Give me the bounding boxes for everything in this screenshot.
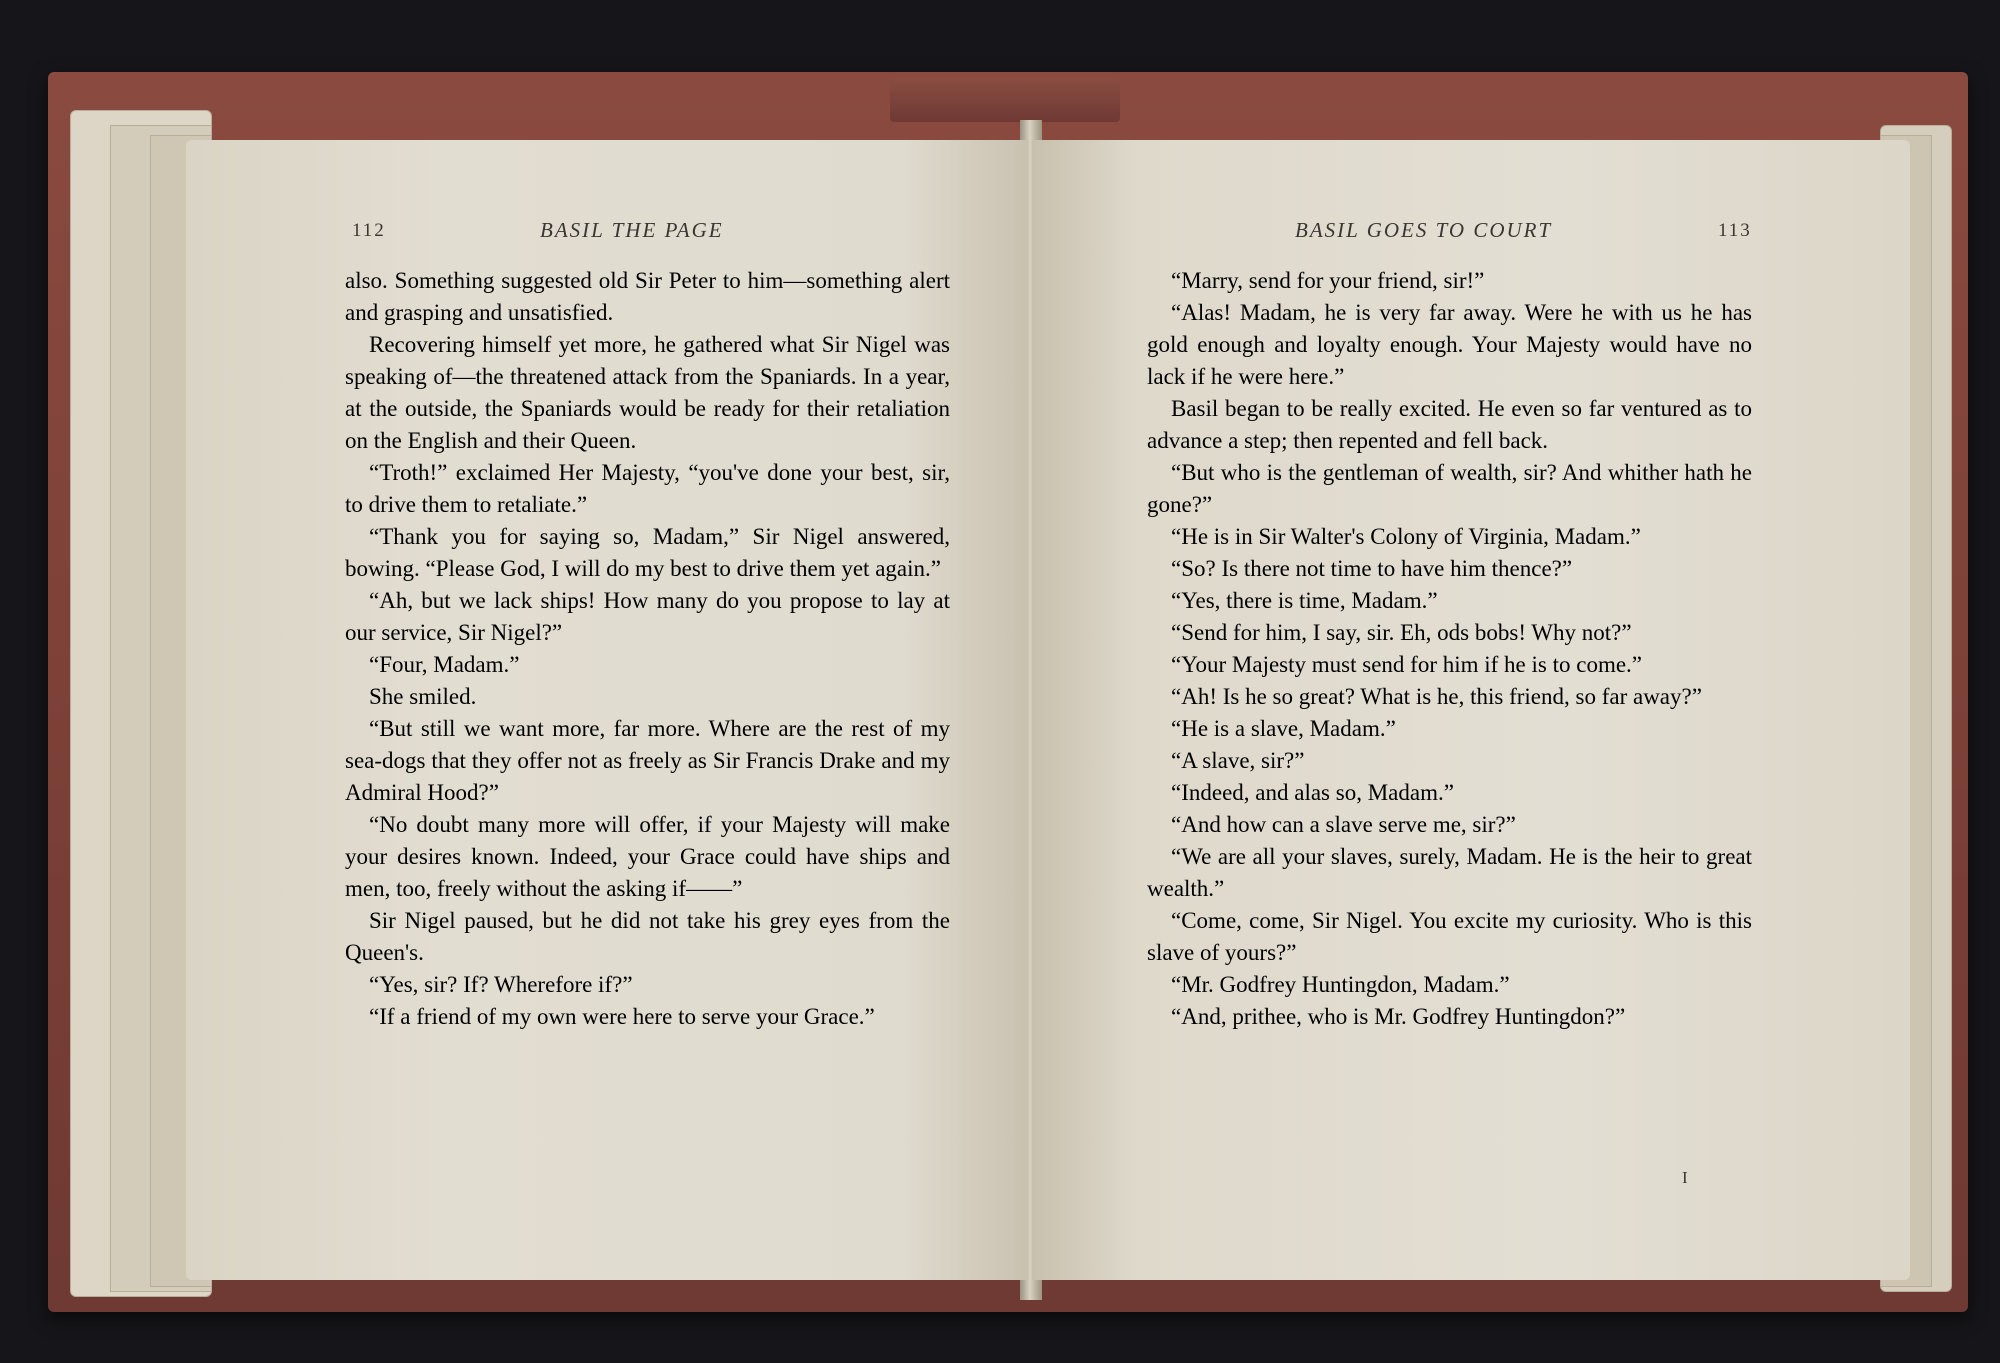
paragraph: also. Something suggested old Sir Peter to him—something alert and grasping and unsatisfied. — [345, 268, 950, 325]
paragraph: “Your Majesty must send for him if he is to come.” — [1171, 652, 1643, 677]
right-running-head: BASIL GOES TO COURT — [1295, 218, 1553, 242]
paragraph: “Ah! Is he so great? What is he, this friend, so far away?” — [1171, 684, 1702, 709]
paragraph: “Yes, there is time, Madam.” — [1171, 588, 1438, 613]
right-page-number: 113 — [1718, 220, 1752, 241]
paragraph: “Four, Madam.” — [369, 652, 520, 677]
paragraph: “Mr. Godfrey Huntingdon, Madam.” — [1171, 972, 1510, 997]
paragraph: “Yes, sir? If? Wherefore if?” — [369, 972, 633, 997]
paragraph: “But who is the gentleman of wealth, sir? And whither hath he gone?” — [1147, 460, 1752, 517]
paragraph: “Send for him, I say, sir. Eh, ods bobs! Why not?” — [1171, 620, 1632, 645]
paragraph: “We are all your slaves, surely, Madam. He is the heir to great wealth.” — [1147, 844, 1752, 901]
left-page-text — [345, 265, 950, 1033]
paragraph: She smiled. — [369, 684, 477, 709]
paragraph: “So? Is there not time to have him thence?” — [1171, 556, 1573, 581]
paragraph: “Come, come, Sir Nigel. You excite my curiosity. Who is this slave of yours?” — [1147, 908, 1752, 965]
paragraph: “And how can a slave serve me, sir?” — [1171, 812, 1516, 837]
left-page-number: 112 — [352, 220, 386, 241]
right-page-text — [1147, 265, 1752, 1033]
paragraph: “But still we want more, far more. Where are the rest of my sea-dogs that they offer not as freely as Sir Francis Drake and my Admiral Hood?” — [345, 716, 950, 805]
paragraph: “A slave, sir?” — [1171, 748, 1305, 773]
paragraph: “If a friend of my own were here to serve your Grace.” — [369, 1004, 875, 1029]
paragraph: “No doubt many more will offer, if your Majesty will make your desires known. Indeed, your Grace could have ships and men, too, freely without the asking if——” — [345, 812, 950, 901]
paragraph: “Ah, but we lack ships! How many do you propose to lay at our service, Sir Nigel?” — [345, 588, 950, 645]
paragraph: “Indeed, and alas so, Madam.” — [1171, 780, 1454, 805]
paragraph: “And, prithee, who is Mr. Godfrey Huntingdon?” — [1171, 1004, 1626, 1029]
paragraph: “He is in Sir Walter's Colony of Virginia, Madam.” — [1171, 524, 1641, 549]
paragraph: “Troth!” exclaimed Her Majesty, “you've done your best, sir, to drive them to retaliate.” — [345, 460, 950, 517]
signature-mark: I — [1682, 1168, 1688, 1187]
paragraph: “Alas! Madam, he is very far away. Were he with us he has gold enough and loyalty enough. Your Majesty would have no lack if he were here.” — [1147, 300, 1752, 389]
paragraph: “He is a slave, Madam.” — [1171, 716, 1396, 741]
paragraph: Recovering himself yet more, he gathered what Sir Nigel was speaking of—the threatened attack from the Spaniards. In a year, at the outside, the Spaniards would be ready for their retaliation on the English and their Queen. — [345, 332, 950, 453]
left-running-head: BASIL THE PAGE — [540, 218, 724, 242]
paragraph: Basil began to be really excited. He even so far ventured as to advance a step; then repented and fell back. — [1147, 396, 1752, 453]
paragraph: “Marry, send for your friend, sir!” — [1171, 268, 1485, 293]
paragraph: “Thank you for saying so, Madam,” Sir Nigel answered, bowing. “Please God, I will do my best to drive them yet again.” — [345, 524, 950, 581]
book-spine — [890, 78, 1120, 122]
paragraph: Sir Nigel paused, but he did not take his grey eyes from the Queen's. — [345, 908, 950, 965]
